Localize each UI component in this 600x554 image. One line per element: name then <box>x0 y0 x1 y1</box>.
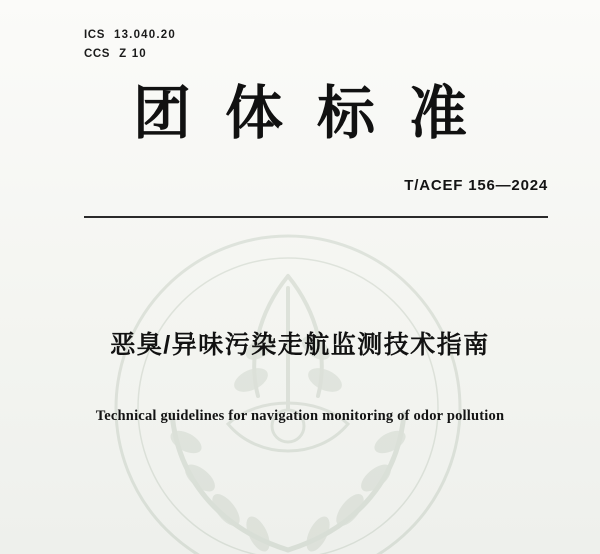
ccs-code-line <box>84 45 176 64</box>
header-divider <box>84 216 548 218</box>
ccs-label: CCS <box>84 48 111 60</box>
ics-code-line <box>84 26 176 45</box>
ics-value: 13.040.20 <box>113 29 176 41</box>
document-title-cn: 恶臭/异味污染走航监测技术指南 <box>110 331 490 359</box>
emblem-watermark-icon <box>108 228 468 554</box>
ics-label: ICS <box>84 29 105 41</box>
ccs-value: Z 10 <box>119 48 147 60</box>
document-title-en: Technical guidelines for navigation monitoring of odor pollution <box>95 408 505 424</box>
banner-title: 团体标准 <box>132 81 501 146</box>
standard-number: T/ACEF 156—2024 <box>404 177 548 194</box>
classification-codes <box>84 26 176 64</box>
